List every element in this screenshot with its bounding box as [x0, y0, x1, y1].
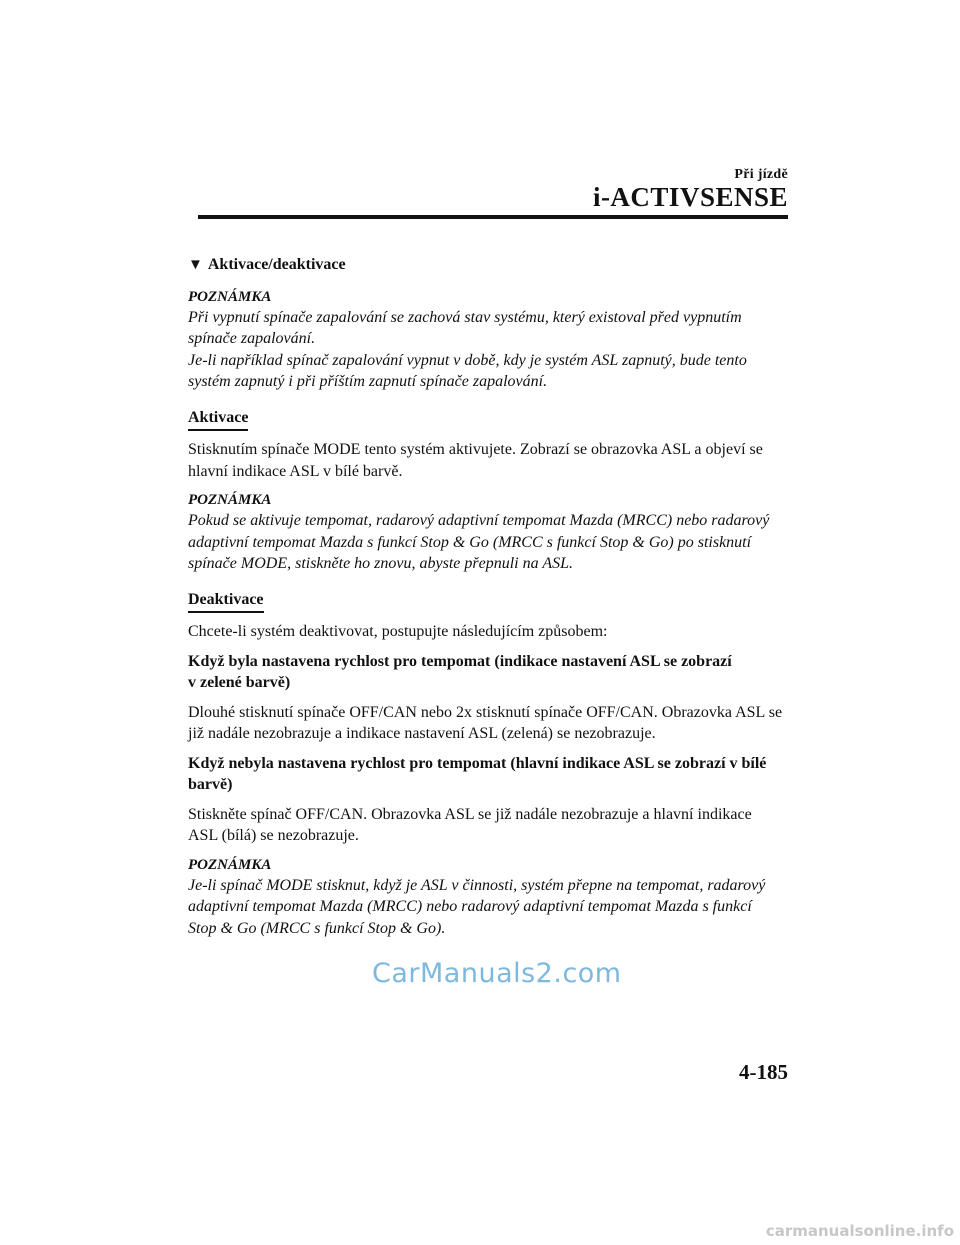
note-line: spínače MODE, stiskněte ho znovu, abyste přepnuli na ASL.	[188, 555, 573, 572]
case-1-heading	[188, 651, 788, 694]
text-line: v zelené barvě)	[188, 674, 291, 691]
text-line: Stisknutím spínače MODE tento systém aktivujete. Zobrazí se obrazovka ASL a objeví se	[188, 441, 763, 458]
deactivation-heading: Deaktivace	[188, 589, 264, 614]
note-line: Stop & Go (MRCC s funkcí Stop & Go).	[188, 919, 446, 937]
activation-heading: Aktivace	[188, 407, 248, 432]
note-title: POZNÁMKA	[188, 288, 272, 305]
note-line: spínače zapalování.	[188, 330, 316, 347]
triangle-down-icon: ▼	[188, 257, 203, 273]
header-divider	[198, 215, 788, 219]
note-line: adaptivní tempomat Mazda s funkcí Stop & Go (MRCC s funkcí Stop & Go) po stisknutí	[188, 533, 752, 551]
text-line: Stiskněte spínač OFF/CAN. Obrazovka ASL se již nadále nezobrazuje a hlavní indikace	[188, 805, 752, 823]
note-title: POZNÁMKA	[188, 856, 272, 873]
watermark-logo: CarManuals2.com	[372, 958, 622, 989]
note-line: Při vypnutí spínače zapalování se zachová stav systému, který existoval před vypnutím	[188, 308, 742, 326]
page-number: 4-185	[739, 1060, 788, 1084]
section-title: Aktivace/deaktivace	[207, 256, 346, 273]
text-line: Když nebyla nastavena rychlost pro tempomat (hlavní indikace ASL se zobrazí v bílé	[188, 754, 767, 772]
text-line: barvě)	[188, 776, 233, 793]
activation-text	[188, 439, 788, 482]
page-content	[188, 254, 788, 949]
text-line: Dlouhé stisknutí spínače OFF/CAN nebo 2x stisknutí spínače OFF/CAN. Obrazovka ASL se	[188, 703, 783, 721]
deactivation-intro: Chcete-li systém deaktivovat, postupujte následujícím způsobem:	[188, 623, 608, 640]
section-heading	[188, 254, 788, 277]
note-block-3	[188, 855, 788, 940]
note-line: Je-li spínač MODE stisknut, když je ASL v činnosti, systém přepne na tempomat, radarový	[188, 876, 766, 894]
footer-site-link[interactable]: carmanualsonline.info	[765, 1222, 954, 1240]
note-line: adaptivní tempomat Mazda (MRCC) nebo radarový adaptivní tempomat Mazda s funkcí	[188, 898, 752, 915]
chapter-title: i-ACTIVSENSE	[592, 182, 788, 212]
text-line: hlavní indikace ASL v bílé barvě.	[188, 462, 403, 480]
note-line: systém zapnutý i při příštím zapnutí spínače zapalování.	[188, 373, 548, 390]
text-line: ASL (bílá) se nezobrazuje.	[188, 827, 359, 844]
note-line: Pokud se aktivuje tempomat, radarový adaptivní tempomat Mazda (MRCC) nebo radarový	[188, 512, 770, 529]
case-1-text	[188, 702, 788, 745]
note-block-1	[188, 287, 788, 393]
case-2-heading	[188, 753, 788, 796]
text-line: Když byla nastavena rychlost pro tempomat (indikace nastavení ASL se zobrazí	[188, 652, 732, 670]
note-title: POZNÁMKA	[188, 492, 272, 508]
note-block-2	[188, 490, 788, 575]
chapter-subtitle: Při jízdě	[734, 167, 788, 182]
note-line: Je-li například spínač zapalování vypnut v době, kdy je systém ASL zapnutý, bude tento	[188, 351, 747, 369]
text-line: již nadále nezobrazuje a indikace nastavení ASL (zelená) se nezobrazuje.	[188, 725, 656, 742]
case-2-text	[188, 804, 788, 847]
